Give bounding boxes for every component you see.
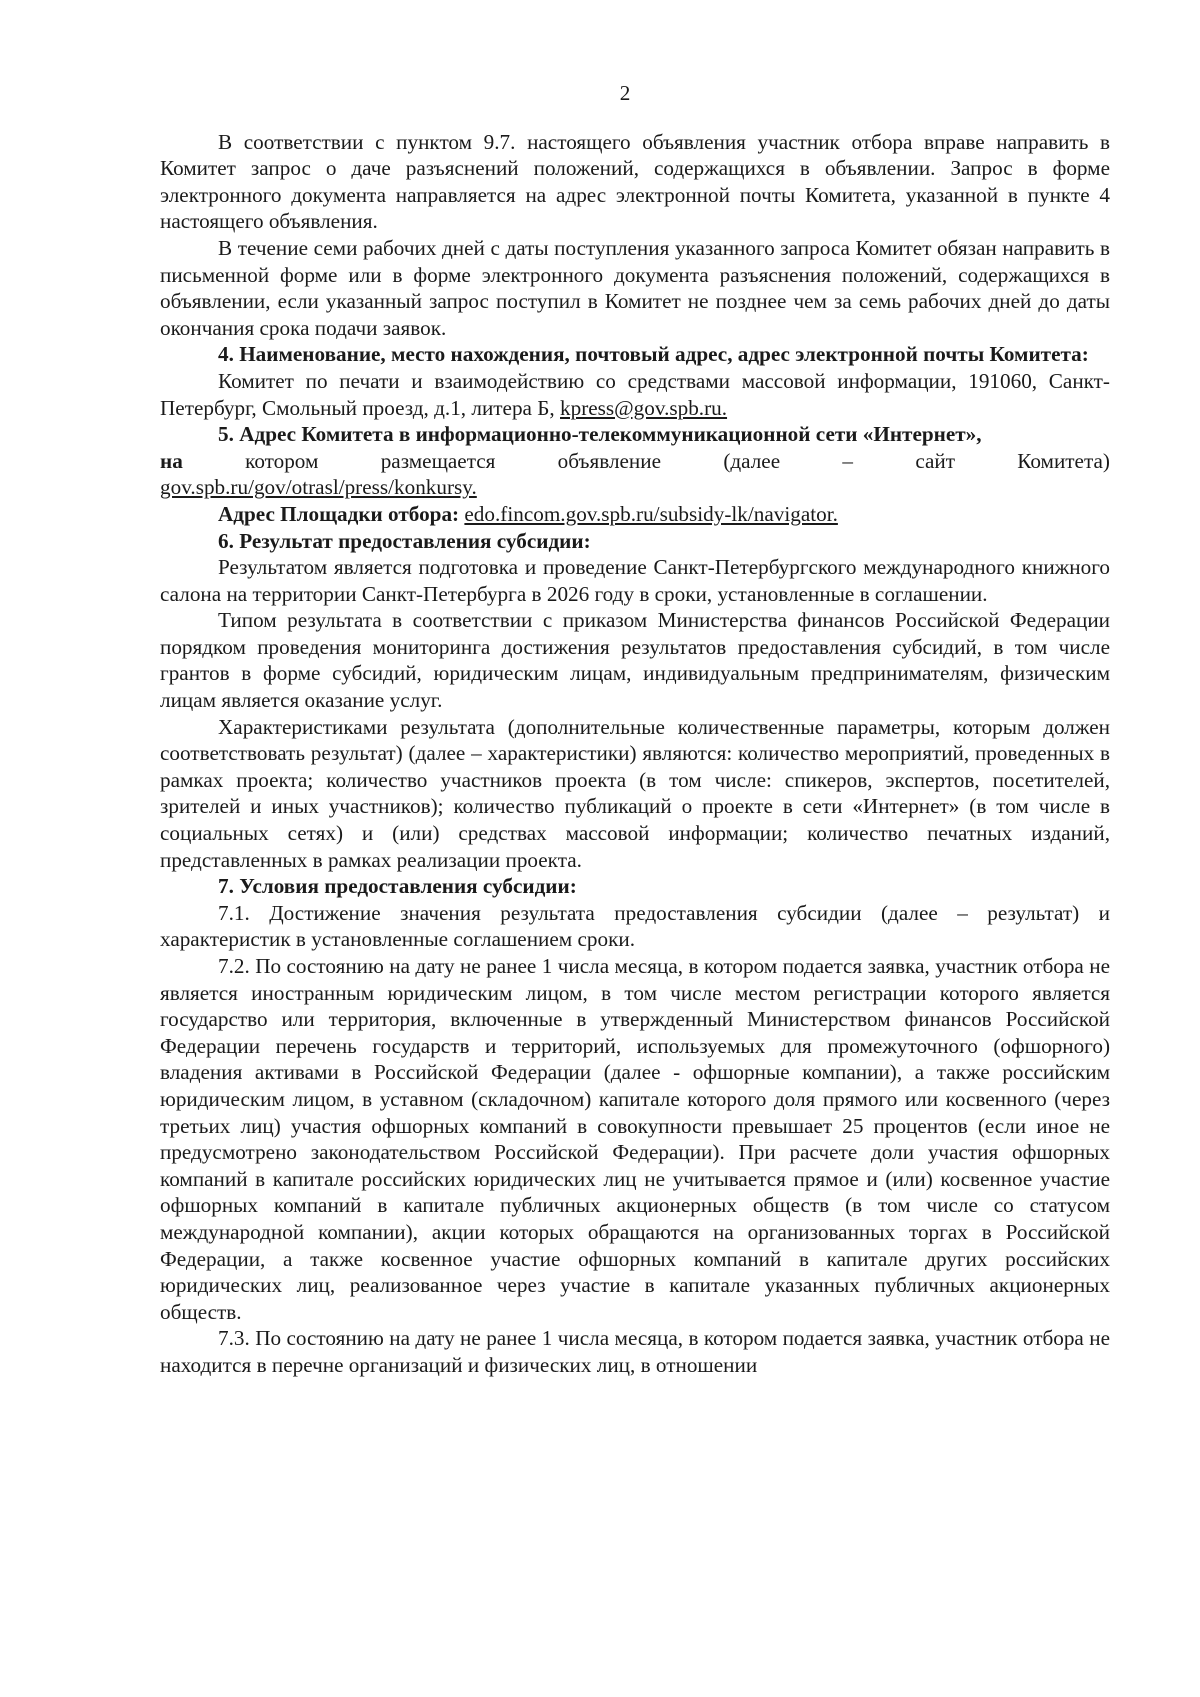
heading-word: Комитета) — [1017, 448, 1110, 473]
heading-word: на — [160, 448, 183, 473]
site-url-line — [160, 474, 1110, 501]
paragraph-clarification-request: В соответствии с пунктом 9.7. настоящего объявления участник отбора вправе направить в Комитет запрос о даче разъяснений положений, содержащихся в объявлении. Запрос в форме электронного документа направляется на адрес электронной почты Комитета, указанной в пункте 4 настоящего объявления. — [160, 129, 1110, 234]
heading-word: котором — [245, 448, 319, 473]
paragraph-7-2: 7.2. По состоянию на дату не ранее 1 числа месяца, в котором подается заявка, участник отбора не является иностранным юридическим лицом, в том числе местом регистрации которого является государство или территория, включенные в утвержденный Министерством финансов Российской Федерации перечень государств и территорий, используемых для промежуточного (офшорного) владения активами в Российской Федерации (далее - офшорные компании), а также российским юридическим лицом, в уставном (складочном) капитале которого доля прямого или косвенного (через третьих лиц) участия офшорных компаний в совокупности превышает 25 процентов (если иное не предусмотрено законодательством Российской Федерации). При расчете доли участия офшорных компаний в капитале российских юридических лиц не учитывается прямое и (или) косвенное участие офшорных компаний в капитале публичных акционерных обществ (в том числе со статусом международной компании), акции которых обращаются на организованных торгах в Российской Федерации, а также косвенное участие офшорных компаний в капитале других российских юридических лиц, реализованное через участие в капитале указанных публичных акционерных обществ. — [160, 954, 1110, 1324]
committee-email-link[interactable]: kpress@gov.spb.ru. — [560, 395, 728, 420]
heading-word: размещается — [380, 448, 496, 473]
platform-link[interactable]: edo.fincom.gov.spb.ru/subsidy-lk/navigator. — [464, 501, 838, 526]
heading-word: (далее — [723, 448, 781, 473]
section-7-heading: 7. Условия предоставления субсидии: — [218, 874, 577, 899]
platform-label: Адрес Площадки отбора: — [218, 501, 465, 526]
section-6-heading: 6. Результат предоставления субсидии: — [218, 528, 591, 553]
platform-address-line — [160, 501, 1110, 528]
heading-word: – — [842, 448, 854, 473]
heading-word: сайт — [915, 448, 955, 473]
paragraph-7-1: 7.1. Достижение значения результата предоставления субсидии (далее – результат) и характеристик в установленные соглашением сроки. — [160, 900, 1110, 952]
section-5-heading-continuation — [160, 448, 1110, 475]
paragraph-7-3: 7.3. По состоянию на дату не ранее 1 числа месяца, в котором подается заявка, участник отбора не находится в перечне организаций и физических лиц, в отношении — [160, 1326, 1110, 1377]
paragraph-result-type: Типом результата в соответствии с приказом Министерства финансов Российской Федерации порядком проведения мониторинга достижения результатов предоставления субсидий, в том числе грантов в форме субсидий, юридическим лицам, индивидуальным предпринимателям, физическим лицам является оказание услуг. — [160, 608, 1110, 713]
heading-word: объявление — [557, 448, 662, 473]
paragraph-clarification-deadline: В течение семи рабочих дней с даты поступления указанного запроса Комитет обязан направить в письменной форме или в форме электронного документа разъяснения положений, содержащихся в объявлении, если указанный запрос поступил в Комитет не позднее чем за семь рабочих дней до даты окончания срока подачи заявок. — [160, 235, 1110, 340]
paragraph-committee-address — [160, 368, 1110, 421]
section-5-heading: 5. Адрес Комитета в информационно-телекоммуникационной сети «Интернет», — [218, 422, 982, 447]
committee-site-link[interactable]: gov.spb.ru/gov/otrasl/press/konkursy. — [160, 475, 477, 500]
section-4-heading: 4. Наименование, место нахождения, почтовый адрес, адрес электронной почты Комитета: — [218, 342, 1089, 367]
page-number: 2 — [619, 81, 631, 105]
committee-address-text: Комитет по печати и взаимодействию со средствами массовой информации, 191060, Санкт-Петербург, Смольный проезд, д.1, литера Б, — [160, 368, 1110, 420]
paragraph-result: Результатом является подготовка и проведение Санкт-Петербургского международного книжного салона на территории Санкт-Петербурга в 2026 году в сроки, установленные в соглашении. — [160, 555, 1110, 606]
paragraph-result-characteristics: Характеристиками результата (дополнительные количественные параметры, которым должен соответствовать результат) (далее – характеристики) являются: количество мероприятий, проведенных в рамках проекта; количество участников проекта (в том числе: спикеров, экспертов, посетителей, зрителей и иных участников); количество публикаций о проекте в сети «Интернет» (в том числе в социальных сетях) и (или) средствах массовой информации; количество печатных изданий, представленных в рамках реализации проекта. — [160, 714, 1110, 872]
